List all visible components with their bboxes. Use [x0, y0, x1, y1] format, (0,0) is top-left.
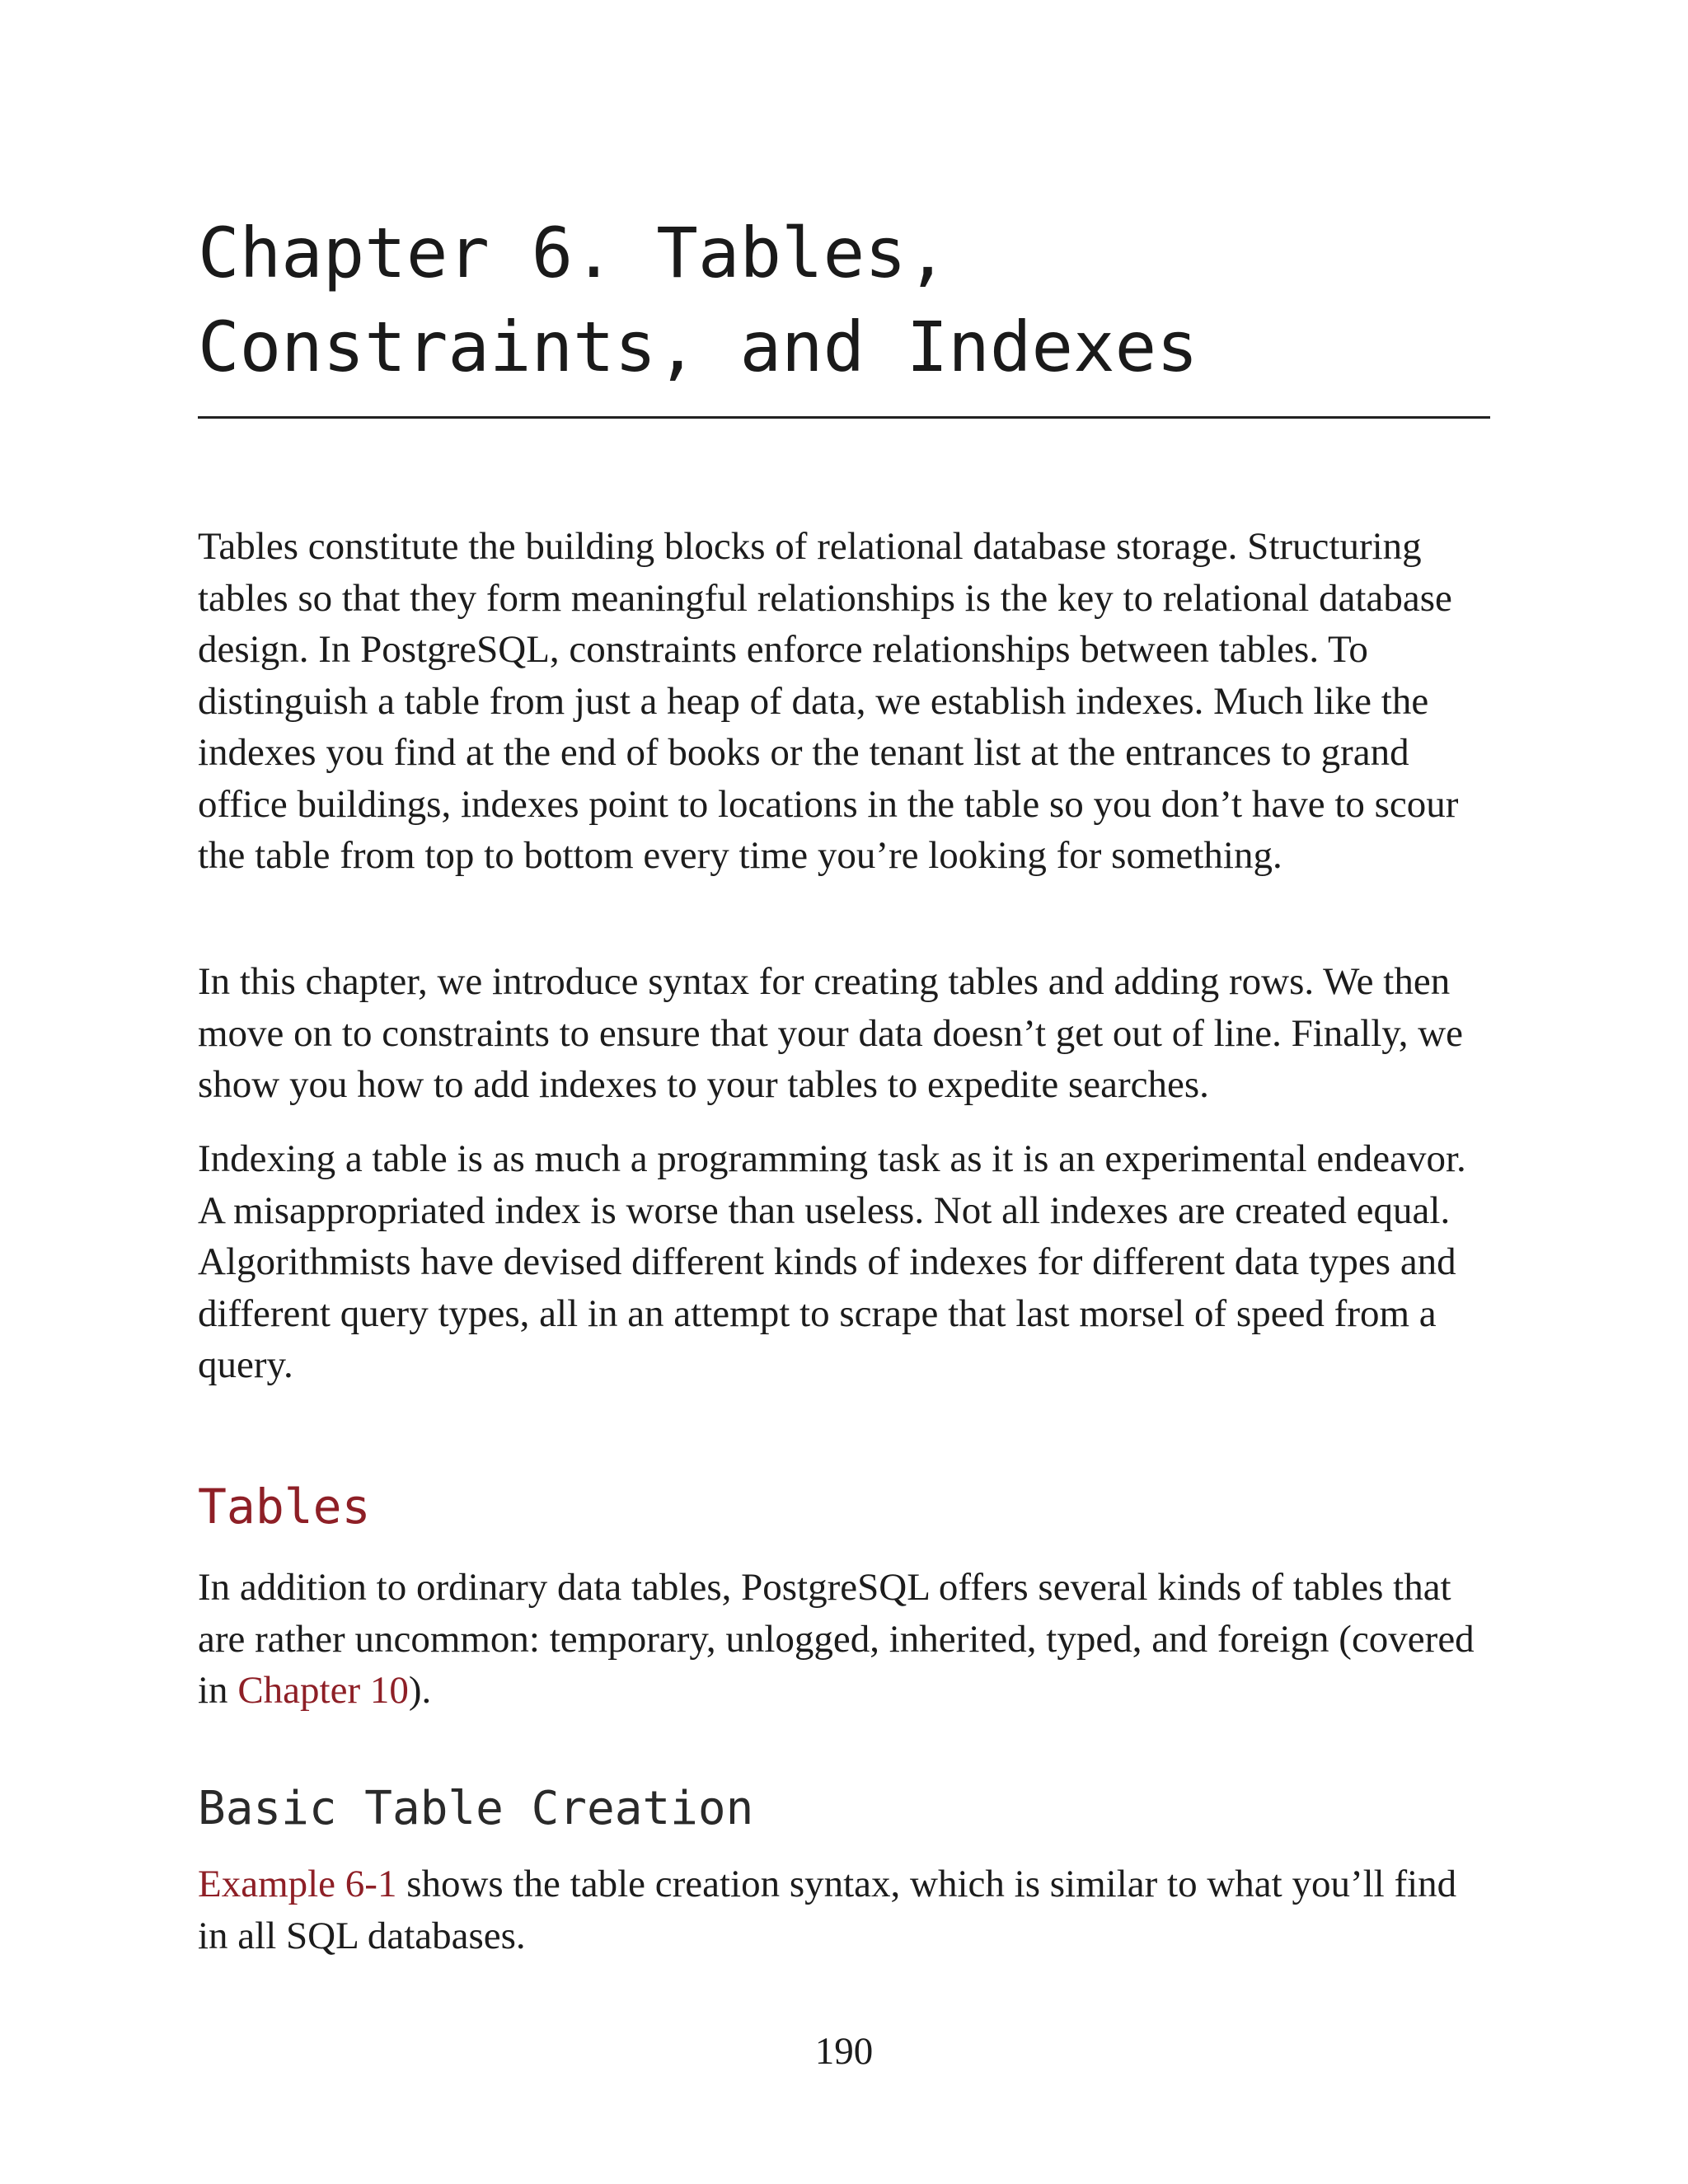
chapter-title-line-2: Constraints, and Indexes — [198, 307, 1198, 387]
section-heading-basic-table-creation: Basic Table Creation — [198, 1782, 754, 1835]
tables-paragraph-text-end: ). — [408, 1669, 432, 1712]
title-divider — [198, 416, 1490, 419]
page-number: 190 — [814, 2030, 874, 2073]
intro-paragraph-2: In this chapter, we introduce syntax for creating tables and adding rows. We then move on to constraints to ensure that your data doesn’t get out of line. Finally, we show you how to add indexes to your tables to expedite searches. — [198, 960, 1464, 1106]
tables-paragraph — [198, 1562, 1496, 1717]
chapter-10-link[interactable]: Chapter 10 — [237, 1669, 409, 1712]
tables-paragraph-text: In addition to ordinary data tables, PostgreSQL offers several kinds of tables that are rather uncommon: temporary, unlogged, inherited, typed, and foreign (covered in — [198, 1566, 1475, 1712]
intro-paragraph-3: Indexing a table is as much a programming task as it is an experimental endeavor. A misappropriated index is worse than useless. Not all indexes are created equal. Algorithmists have devised different kinds of indexes for different data types and different query types, all in an attempt to scrape that last morsel of speed from a query. — [198, 1137, 1466, 1386]
chapter-title — [198, 206, 1500, 394]
basic-table-paragraph — [198, 1858, 1496, 1961]
section-heading-tables: Tables — [198, 1479, 371, 1535]
example-6-1-link[interactable]: Example 6-1 — [198, 1863, 397, 1905]
chapter-title-line-1: Chapter 6. Tables, — [198, 213, 949, 293]
basic-table-paragraph-text: shows the table creation syntax, which is similar to what you’ll find in all SQL databases. — [198, 1863, 1457, 1957]
intro-paragraph-1: Tables constitute the building blocks of relational database storage. Structuring tables so that they form meaningful relationships is the key to relational database design. In PostgreSQL, constraints enforce relationships between tables. To distinguish a table from just a heap of data, we establish indexes. Much like the indexes you find at the end of books or the tenant list at the entrances to grand office buildings, indexes point to locations in the table so you don’t have to scour the table from top to bottom every time you’re looking for something. — [198, 525, 1459, 877]
